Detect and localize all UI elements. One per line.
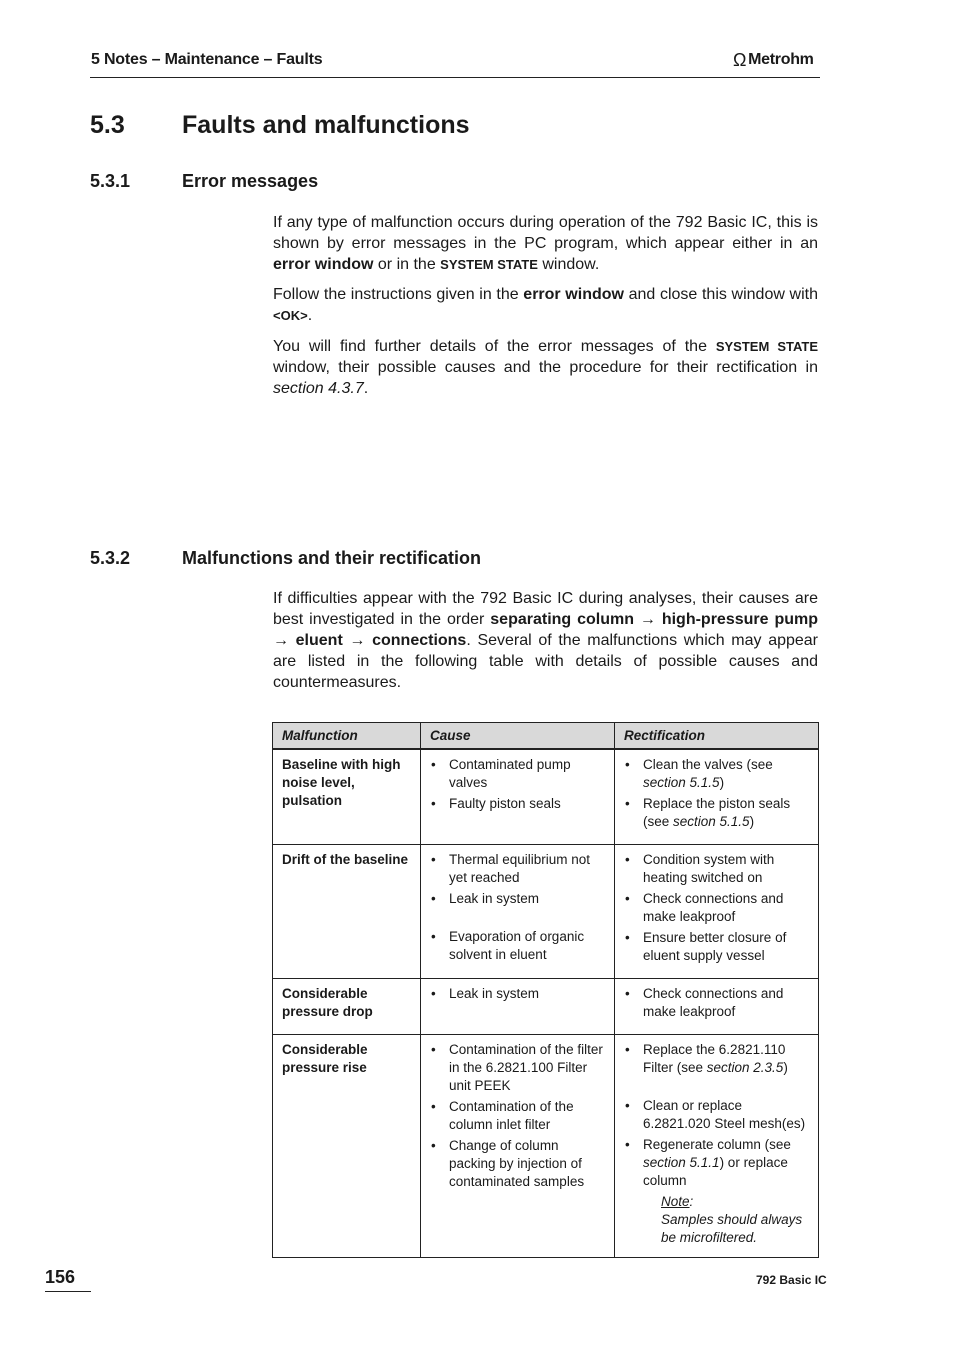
rectification-cell [615,749,819,845]
list-item: • Condition system with heating switched on [624,851,809,887]
section-reference: section 5.1.5 [673,814,750,829]
text: If any type of malfunction occurs during operation of the 792 Basic IC, this is shown by error messages in the PC program, which appear either in an [273,214,818,252]
cause-cell [421,1035,615,1258]
section-reference: section 2.3.5 [706,1060,784,1075]
note-text: Samples should always be microfiltered. [661,1212,803,1245]
text: Replace the piston seals (see [643,796,791,829]
text: If difficulties appear with the 792 Basic IC during analyses, their causes are best investigated in the order [273,590,818,628]
malfunction-cell: Baseline with high noise level, pulsation [273,749,421,845]
list-item: • Contamination of the column inlet filter [430,1098,605,1134]
list-item: • Check connections and make leakproof [624,890,809,926]
header-divider [90,77,820,78]
text: Regenerate column (see [643,1137,791,1152]
cause-cell [421,749,615,845]
list-item: • Thermal equilibrium not yet reached [430,851,605,887]
list-item: • Ensure better closure of eluent supply vessel [624,929,809,965]
subsection-title: Error messages [182,171,319,191]
table-row [273,979,819,1035]
text: . [307,307,313,324]
paragraph-further-details [273,336,818,399]
brand-logo-text: Metrohm [748,51,814,68]
list-item [624,1041,809,1077]
malfunction-cell: Considerable pressure rise [273,1035,421,1258]
list-item: • Clean or replace 6.2821.020 Steel mesh(es) [624,1097,809,1133]
section-reference: section 5.1.1 [643,1155,720,1170]
text: window, their possible causes and the procedure for their rectification in [273,359,818,376]
list-item: • Change of column packing by injection of contaminated samples [430,1137,605,1191]
section-reference: section 5.1.5 [643,775,720,790]
term-error-window: error window [273,256,374,273]
table-row [273,749,819,845]
rectification-cell [615,845,819,979]
text: Replace the 6.2821.110 Filter (see [643,1042,786,1075]
text: window. [537,256,600,273]
text: Follow the instructions given in the [273,286,524,303]
term-ok-key: <OK> [273,308,308,323]
list-item: • Faulty piston seals [430,795,605,813]
text: You will find further details of the error messages of the [273,338,716,355]
malfunction-cell: Considerable pressure drop [273,979,421,1035]
page-number-underline [45,1291,91,1292]
list-item: • Check connections and make leakproof [624,985,809,1021]
text: ) [719,775,725,790]
text: . [363,380,369,397]
list-item: • Evaporation of organic solvent in eluent [430,928,605,964]
term-error-window: error window [523,286,624,303]
subsection-number: 5.3.1 [90,171,131,191]
paragraph-error-intro [273,212,818,275]
text: . Several of the malfunctions which may appear are listed in the following table with details of possible causes and countermeasures. [273,632,819,691]
section-title: Faults and malfunctions [182,111,470,139]
cause-cell [421,845,615,979]
list-item: • Contamination of the filter in the 6.2821.100 Filter unit PEEK [430,1041,605,1095]
subsection-number: 5.3.2 [90,548,131,568]
note: Note: Samples should always be microfiltered. [661,1194,803,1245]
text: or in the [373,256,441,273]
subsection-heading-error-messages [90,171,318,192]
text: ) or replace column [643,1155,788,1188]
list-item: • Leak in system [430,890,605,908]
table-row [273,845,819,979]
section-number: 5.3 [90,111,125,139]
column-header: Malfunction [273,723,421,750]
cause-cell [421,979,615,1035]
list-item [624,756,809,792]
list-item: • Leak in system [430,985,605,1003]
list-item: • Contaminated pump valves [430,756,605,792]
subsection-title: Malfunctions and their rectification [182,548,482,568]
subsection-heading-malfunctions [90,548,481,569]
page-number: 156 [45,1267,76,1287]
text: and close this window with [623,286,819,303]
column-header: Rectification [615,723,819,750]
term-system-state: SYSTEM STATE [715,339,819,354]
faults-table [272,722,819,1258]
section-reference: section 4.3.7 [273,380,364,397]
term-investigation-order: separating column → high-pressure pump → eluent → connections [273,611,818,649]
malfunction-cell: Drift of the baseline [273,845,421,979]
section-heading [90,111,470,140]
running-header-chapter: 5 Notes – Maintenance – Faults [91,51,323,68]
note-label: Note [661,1194,690,1209]
omega-icon: Ω [733,50,747,70]
text: ) [783,1060,788,1075]
term-system-state: SYSTEM STATE [440,257,538,272]
text: ) [749,814,755,829]
rectification-cell [615,1035,819,1258]
rectification-cell [615,979,819,1035]
list-item [624,795,809,831]
paragraph-malfunctions-intro [273,588,818,693]
table-header-row [273,723,819,750]
list-item [624,1136,809,1190]
footer-product-name: 792 Basic IC [756,1273,827,1287]
table-row [273,1035,819,1258]
brand-logo [733,51,814,69]
text: Clean the valves (see [643,757,773,772]
paragraph-follow-instructions [273,284,818,326]
column-header: Cause [421,723,615,750]
